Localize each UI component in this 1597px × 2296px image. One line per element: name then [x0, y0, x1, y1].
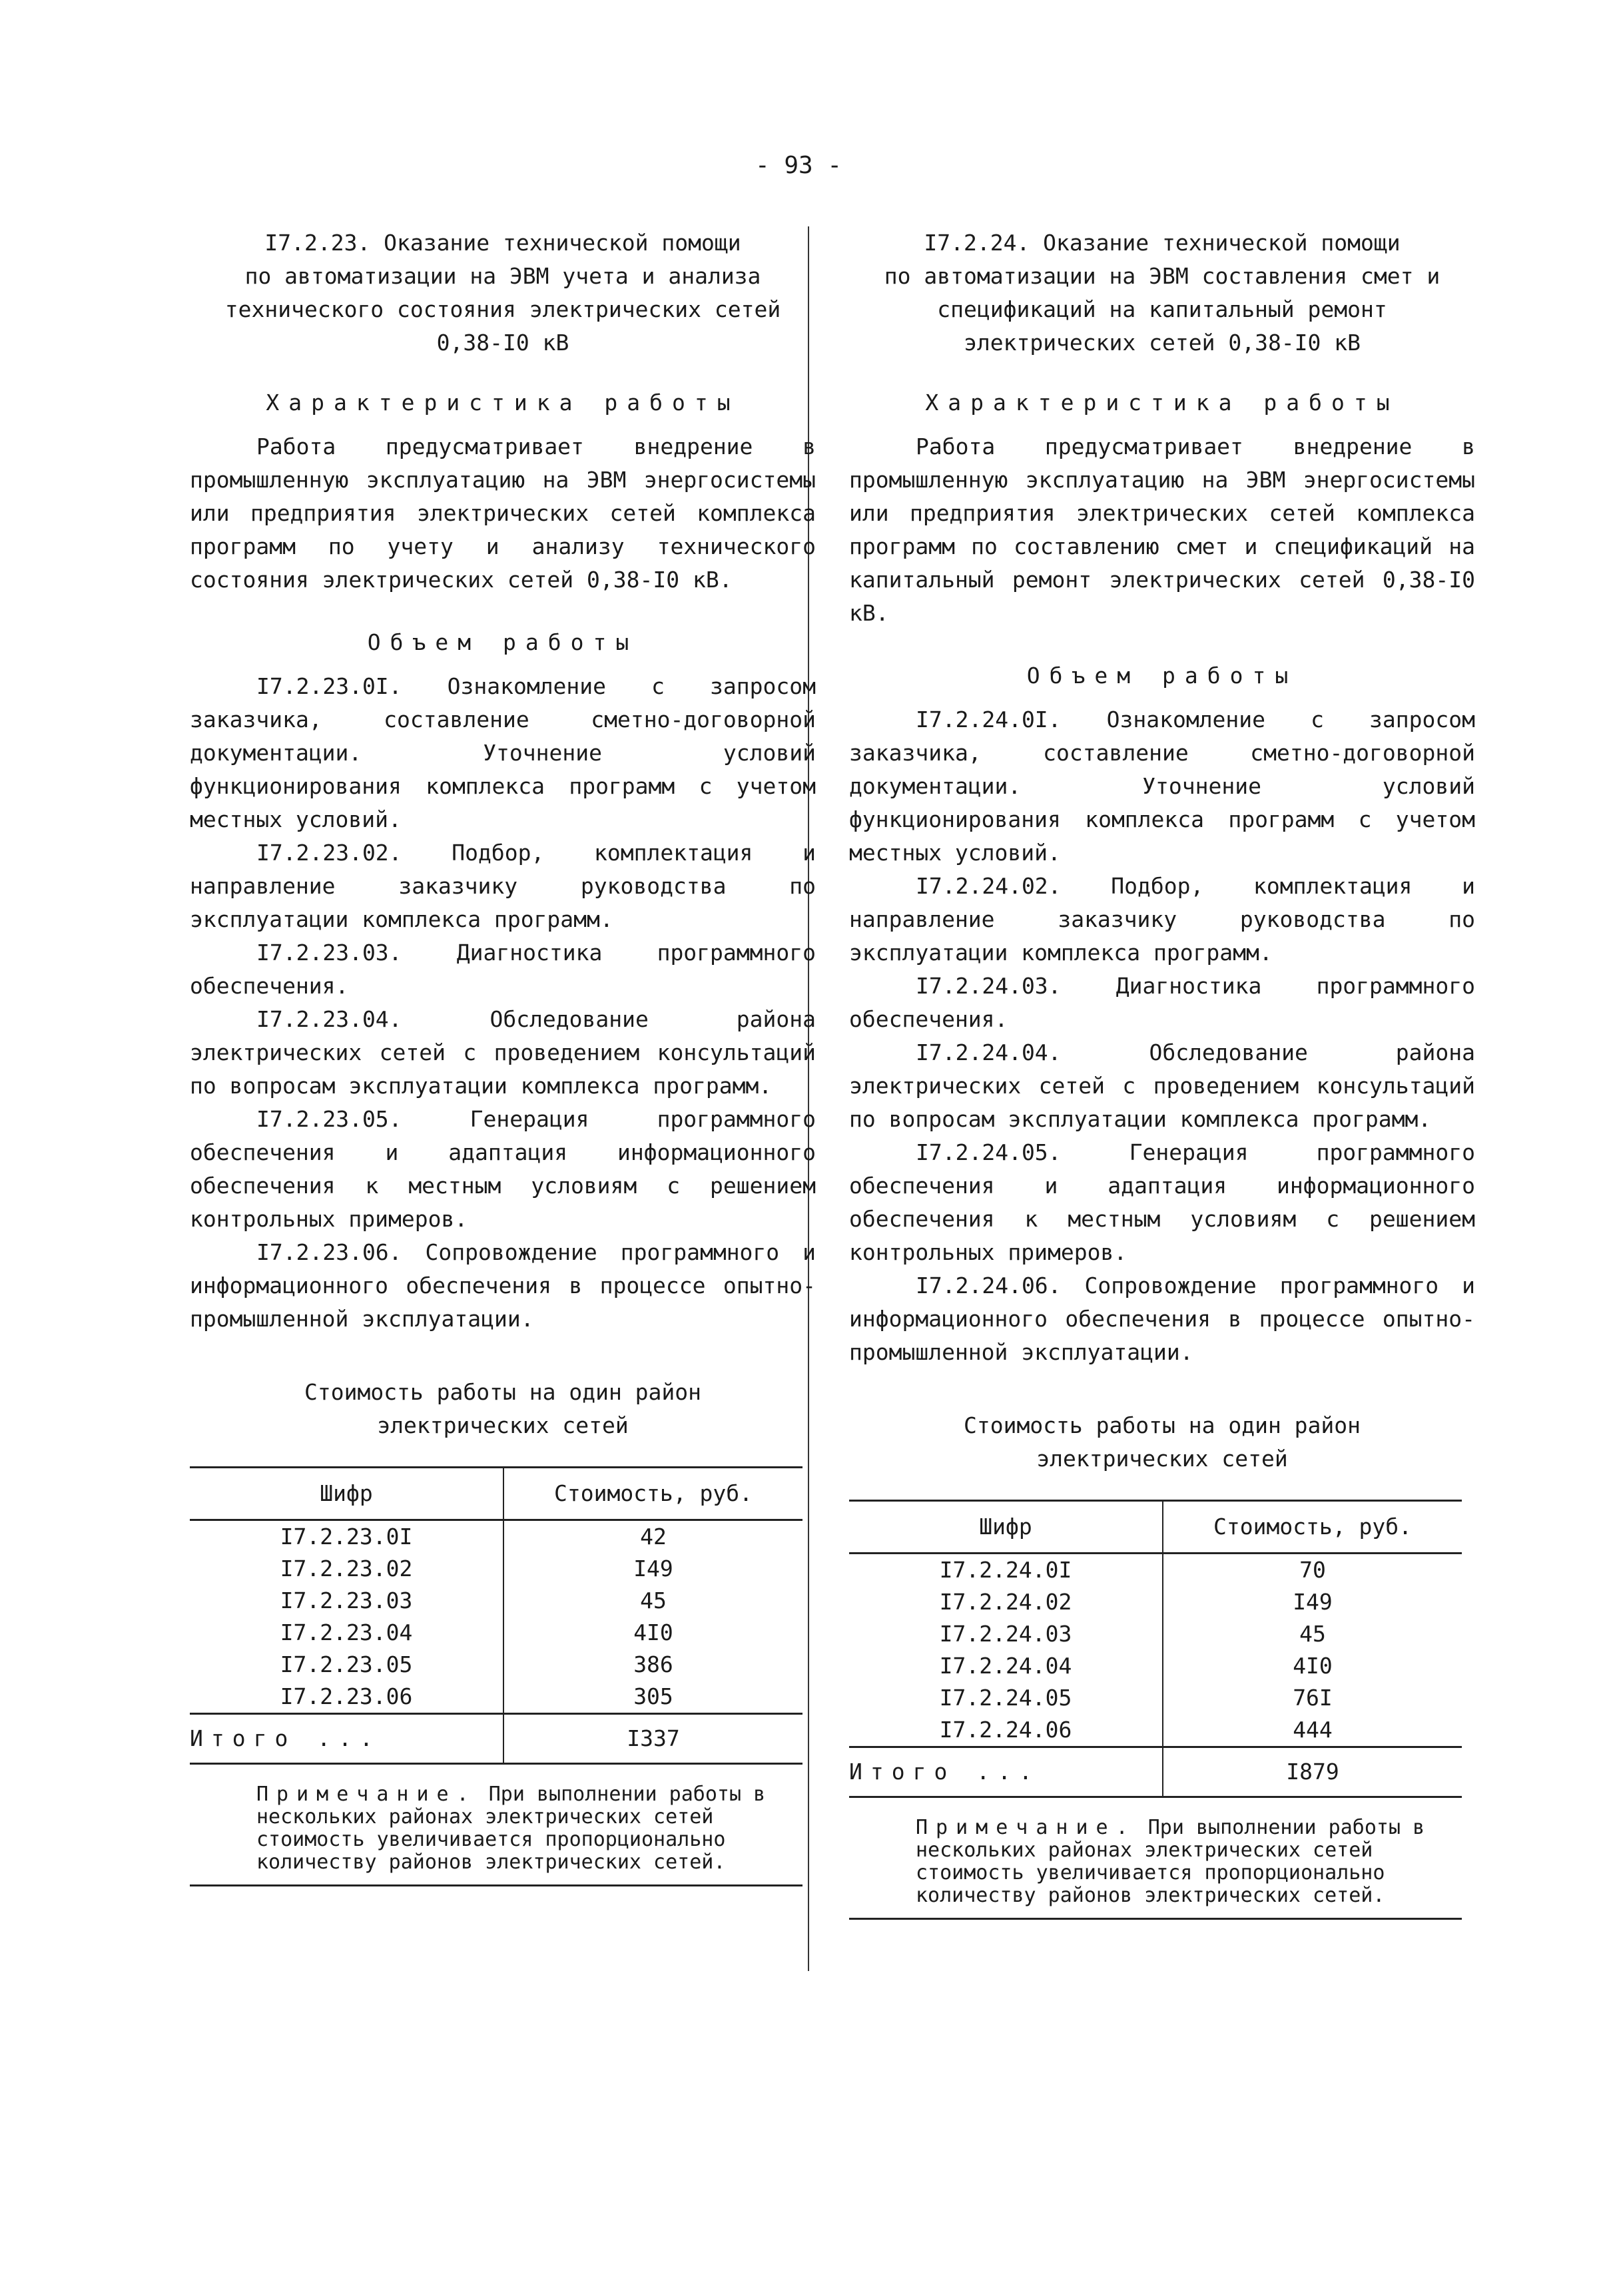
row-cost: 4I0: [633, 1619, 673, 1645]
header-code: Шифр: [849, 1501, 1163, 1554]
row-cost: 4I0: [1293, 1653, 1333, 1679]
row-cost: 76I: [1293, 1685, 1333, 1711]
section-title: [190, 226, 816, 360]
work-item: I7.2.24.06. Сопровождение программного и информационного обеспечения в процессе опытно-промышленной эксплуатации.: [849, 1273, 1475, 1365]
row-cost: 42: [640, 1524, 667, 1550]
row-cost: 45: [640, 1587, 667, 1613]
work-item: I7.2.23.06. Сопровождение программного и информационного обеспечения в процессе опытно-промышленной эксплуатации.: [190, 1239, 816, 1332]
title-line: технического состояния электрических сетей: [224, 296, 781, 322]
cost-title-line: электрических сетей: [377, 1412, 629, 1438]
row-code: I7.2.24.04: [849, 1650, 1163, 1682]
total-row: [849, 1747, 1462, 1797]
table-row: [190, 1681, 802, 1714]
row-code: I7.2.24.03: [849, 1618, 1163, 1650]
table-row: [849, 1586, 1462, 1618]
row-code: I7.2.24.05: [849, 1682, 1163, 1714]
row-code: I7.2.24.0I: [849, 1554, 1163, 1587]
work-item: I7.2.24.02. Подбор, комплектация и направление заказчику руководства по эксплуатации комплекса программ.: [849, 873, 1475, 966]
title-line: I7.2.23. Оказание технической помощи: [264, 230, 741, 256]
row-code: I7.2.24.06: [849, 1714, 1163, 1747]
note: [190, 1783, 802, 1886]
row-cost: 305: [633, 1683, 673, 1709]
row-code: I7.2.23.03: [190, 1585, 503, 1617]
work-item: I7.2.23.05. Генерация программного обеспечения и адаптация информационного обеспечения к местным условиям с решением контрольных примеров.: [190, 1106, 816, 1232]
row-cost: 444: [1293, 1717, 1333, 1743]
work-item: I7.2.23.02. Подбор, комплектация и направление заказчику руководства по эксплуатации комплекса программ.: [190, 840, 816, 932]
total-label: Итого ...: [190, 1714, 503, 1764]
total-value: I879: [1163, 1747, 1462, 1797]
note-label: Примечание.: [916, 1816, 1136, 1839]
cost-title: [849, 1409, 1475, 1476]
note-text: При выполнении работы в нескольких районах электрических сетей стоимость увеличивается пропорционально количеству районов электрических сетей.: [916, 1816, 1425, 1907]
cost-title-line: электрических сетей: [1036, 1446, 1288, 1472]
volume-heading: Объем работы: [1026, 663, 1298, 689]
right-column: [849, 226, 1475, 1920]
cost-title-line: Стоимость работы на один район: [963, 1412, 1361, 1438]
header-cost: Стоимость, руб.: [503, 1468, 802, 1520]
row-code: I7.2.23.04: [190, 1617, 503, 1649]
table-row: [190, 1520, 802, 1554]
table-header-row: [849, 1501, 1462, 1554]
work-item: I7.2.23.04. Обследование района электрических сетей с проведением консультаций по вопросам эксплуатации комплекса программ.: [190, 1006, 816, 1099]
cost-title: [190, 1376, 816, 1442]
header-code: Шифр: [190, 1468, 503, 1520]
page-number: - 93 -: [755, 152, 842, 179]
work-item: I7.2.23.03. Диагностика программного обеспечения.: [190, 940, 816, 999]
total-value: I337: [503, 1714, 802, 1764]
work-item: I7.2.23.0I. Ознакомление с запросом заказчика, составление сметно-договорной документации. Уточнение условий функционирования комплекса программ с учетом местных условий.: [190, 673, 816, 832]
title-line: спецификаций на капитальный ремонт: [937, 296, 1387, 322]
characteristic-text: Работа предусматривает внедрение в промышленную эксплуатацию на ЭВМ энергосистемы или предприятия электрических сетей комплекса программ по составлению смет и спецификаций на капитальный ремонт электрических сетей 0,38-I0 кВ.: [849, 433, 1475, 626]
row-cost: 45: [1299, 1621, 1326, 1647]
left-column: [190, 226, 816, 1886]
title-line: I7.2.24. Оказание технической помощи: [924, 230, 1401, 256]
cost-table: [190, 1466, 802, 1765]
note-text: При выполнении работы в нескольких районах электрических сетей стоимость увеличивается пропорционально количеству районов электрических сетей.: [256, 1783, 766, 1874]
row-code: I7.2.23.06: [190, 1681, 503, 1714]
title-line: по автоматизации на ЭВМ составления смет и: [884, 263, 1440, 289]
row-cost: I49: [633, 1556, 673, 1581]
row-cost: 70: [1299, 1557, 1326, 1583]
note: [849, 1817, 1462, 1920]
row-code: I7.2.23.0I: [190, 1520, 503, 1554]
characteristic-heading: Характеристика работы: [925, 390, 1399, 416]
table-row: [849, 1618, 1462, 1650]
table-row: [849, 1682, 1462, 1714]
total-row: [190, 1714, 802, 1764]
table-header-row: [190, 1468, 802, 1520]
title-line: по автоматизации на ЭВМ учета и анализа: [244, 263, 761, 289]
work-item: I7.2.24.03. Диагностика программного обеспечения.: [849, 973, 1475, 1032]
cost-title-line: Стоимость работы на один район: [304, 1379, 702, 1405]
cost-table: [849, 1500, 1462, 1798]
volume-heading: Объем работы: [367, 629, 639, 655]
characteristic-heading: Характеристика работы: [266, 390, 740, 416]
title-line: 0,38-I0 кВ: [436, 330, 569, 356]
table-row: [190, 1617, 802, 1649]
section-title: [849, 226, 1475, 360]
table-row: [849, 1554, 1462, 1587]
table-row: [190, 1553, 802, 1585]
table-row: [190, 1649, 802, 1681]
title-line: электрических сетей 0,38-I0 кВ: [963, 330, 1361, 356]
total-label: Итого ...: [849, 1747, 1163, 1797]
note-label: Примечание.: [256, 1783, 477, 1806]
row-cost: 386: [633, 1651, 673, 1677]
row-code: I7.2.23.05: [190, 1649, 503, 1681]
work-item: I7.2.24.05. Генерация программного обеспечения и адаптация информационного обеспечения к местным условиям с решением контрольных примеров.: [849, 1139, 1475, 1265]
work-item: I7.2.24.04. Обследование района электрических сетей с проведением консультаций по вопросам эксплуатации комплекса программ.: [849, 1039, 1475, 1132]
header-cost: Стоимость, руб.: [1163, 1501, 1462, 1554]
table-row: [849, 1714, 1462, 1747]
row-code: I7.2.24.02: [849, 1586, 1163, 1618]
row-cost: I49: [1293, 1589, 1333, 1615]
table-row: [849, 1650, 1462, 1682]
row-code: I7.2.23.02: [190, 1553, 503, 1585]
characteristic-text: Работа предусматривает внедрение в промышленную эксплуатацию на ЭВМ энергосистемы или предприятия электрических сетей комплекса программ по учету и анализу технического состояния электрических сетей 0,38-I0 кВ.: [190, 433, 816, 593]
table-row: [190, 1585, 802, 1617]
work-item: I7.2.24.0I. Ознакомление с запросом заказчика, составление сметно-договорной документации. Уточнение условий функционирования комплекса программ с учетом местных условий.: [849, 707, 1475, 866]
